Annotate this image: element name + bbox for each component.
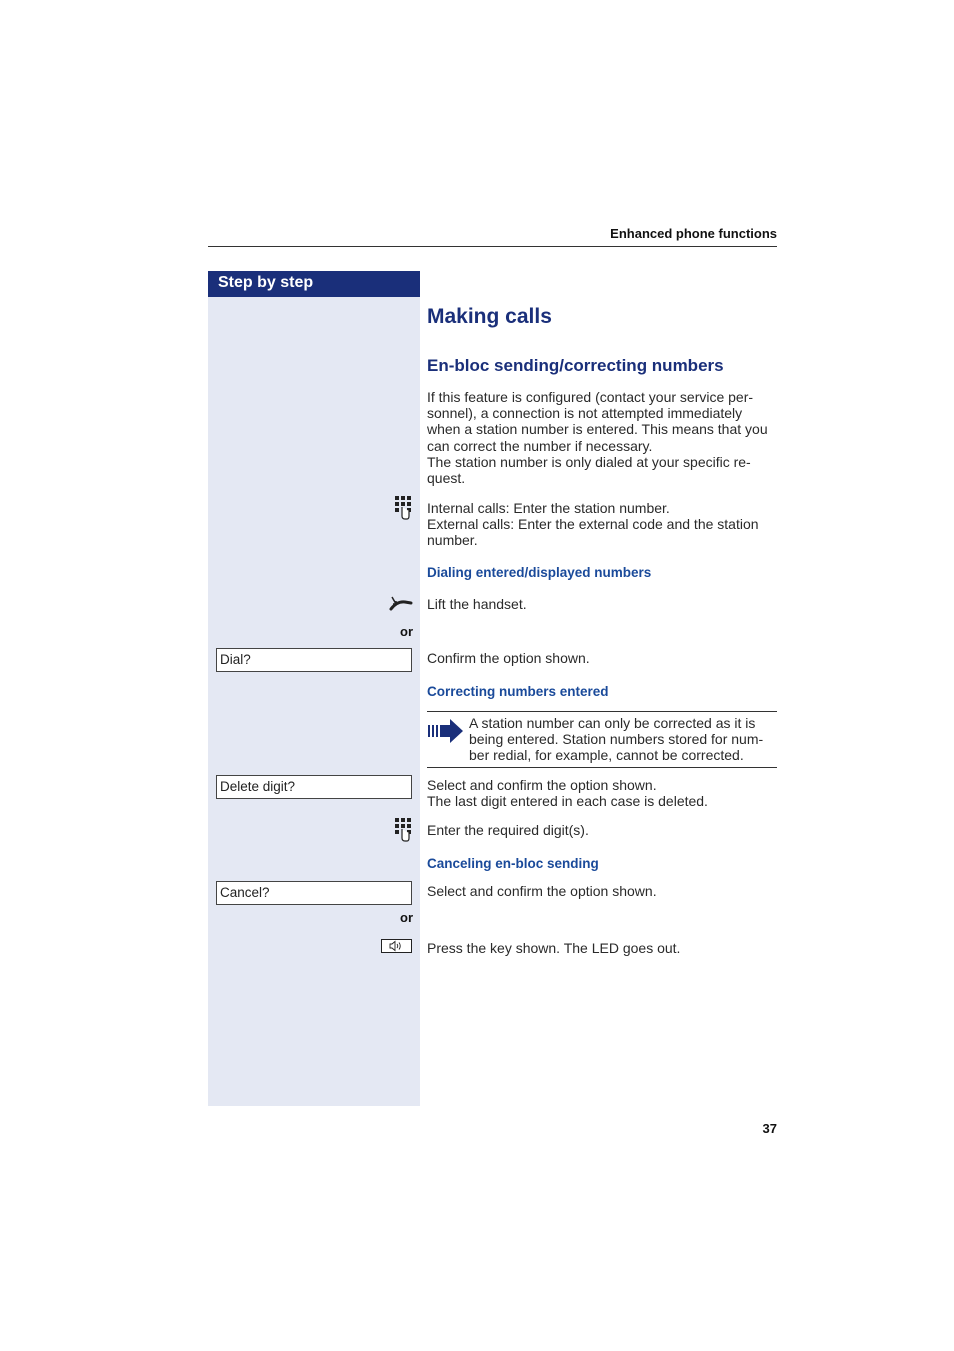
sidebar-title: Step by step xyxy=(208,271,420,297)
note-line: ber redial, for example, cannot be corrected. xyxy=(469,747,744,764)
note-bottom-rule xyxy=(427,767,777,768)
intro-paragraph xyxy=(427,389,779,486)
page-number: 37 xyxy=(762,1121,777,1136)
note-line: being entered. Station numbers stored for num- xyxy=(469,731,764,748)
delete-digit-text xyxy=(427,777,779,809)
intro-line: The station number is only dialed at your specific re- xyxy=(427,453,751,470)
display-option-dial[interactable]: Dial? xyxy=(216,648,412,672)
keypad-icon xyxy=(394,817,414,843)
keypad-icon xyxy=(394,495,414,521)
enter-digits-text: Enter the required digit(s). xyxy=(427,822,589,838)
page-header-title: Enhanced phone functions xyxy=(610,226,777,241)
text-line: Internal calls: Enter the station number. xyxy=(427,500,670,516)
correcting-heading: Correcting numbers entered xyxy=(427,684,609,699)
note-arrow-icon xyxy=(427,718,465,744)
note-text xyxy=(469,715,779,764)
text-line: External calls: Enter the external code and the station xyxy=(427,516,759,533)
intro-line: when a station number is entered. This means that you xyxy=(427,421,768,438)
cancel-select-text: Select and confirm the option shown. xyxy=(427,883,657,899)
or-label: or xyxy=(400,624,413,639)
note-top-rule xyxy=(427,711,777,712)
lift-handset-text: Lift the handset. xyxy=(427,596,527,612)
intro-line: sonnel), a connection is not attempted immediately xyxy=(427,405,743,422)
enter-number-text xyxy=(427,500,779,549)
header-divider xyxy=(208,246,777,247)
page-title: Making calls xyxy=(427,305,552,328)
press-key-text: Press the key shown. The LED goes out. xyxy=(427,940,681,956)
canceling-heading: Canceling en-bloc sending xyxy=(427,856,599,871)
display-option-delete-digit[interactable]: Delete digit? xyxy=(216,775,412,799)
text-line: number. xyxy=(427,532,478,549)
or-label: or xyxy=(400,910,413,925)
speaker-key-icon[interactable] xyxy=(381,939,412,953)
note-line: A station number can only be corrected as it is xyxy=(469,715,756,731)
handset-lift-icon xyxy=(389,595,415,613)
intro-line: can correct the number if necessary. xyxy=(427,437,653,454)
text-line: The last digit entered in each case is deleted. xyxy=(427,793,708,810)
confirm-option-text: Confirm the option shown. xyxy=(427,650,590,666)
dialing-heading: Dialing entered/displayed numbers xyxy=(427,565,652,580)
sidebar-panel xyxy=(208,297,420,1106)
section-subtitle: En-bloc sending/correcting numbers xyxy=(427,356,724,375)
text-line: Select and confirm the option shown. xyxy=(427,777,657,793)
display-option-cancel[interactable]: Cancel? xyxy=(216,881,412,905)
intro-line: If this feature is configured (contact your service per- xyxy=(427,389,754,405)
intro-line: quest. xyxy=(427,470,466,487)
